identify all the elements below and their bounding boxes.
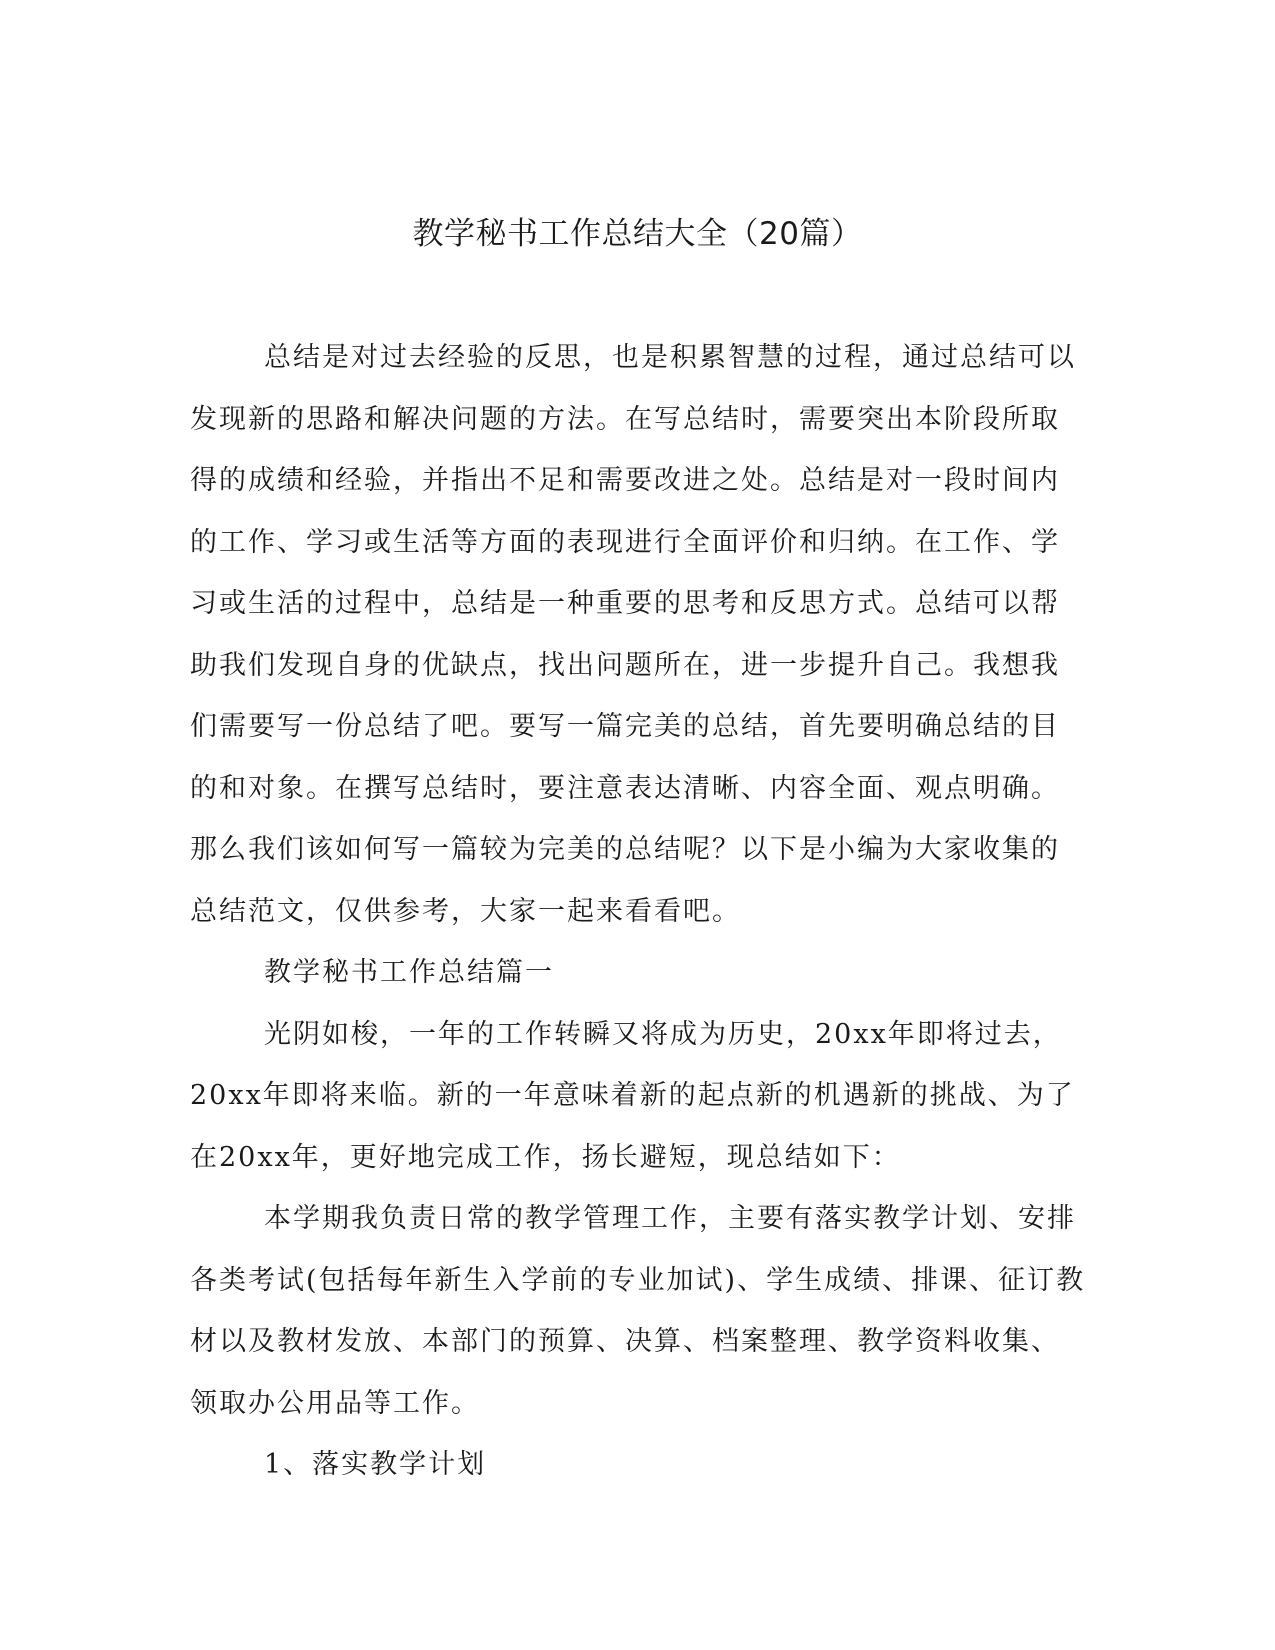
intro-line: 们需要写一份总结了吧。要写一篇完美的总结，首先要明确总结的目 — [190, 711, 1060, 742]
section-heading: 教学秘书工作总结篇一 — [264, 957, 554, 988]
intro-line: 发现新的思路和解决问题的方法。在写总结时，需要突出本阶段所取 — [190, 403, 1060, 435]
paragraph-2 — [190, 1188, 1086, 1434]
paragraph-line: 20xx年即将来临。新的一年意味着新的起点新的机遇新的挑战、为了 — [190, 1080, 1075, 1111]
list-item-heading: 1、落实教学计划 — [264, 1449, 487, 1480]
intro-line: 的工作、学习或生活等方面的表现进行全面评价和归纳。在工作、学 — [190, 526, 1060, 558]
paragraph-line: 各类考试(包括每年新生入学前的专业加试)、学生成绩、排课、征订教 — [190, 1264, 1086, 1296]
document-title: 教学秘书工作总结大全（20篇） — [412, 216, 863, 252]
document-body — [190, 327, 1086, 1496]
intro-line: 助我们发现自身的优缺点，找出问题所在，进一步提升自己。我想我 — [190, 649, 1060, 681]
intro-line: 习或生活的过程中，总结是一种重要的思考和反思方式。总结可以帮 — [190, 588, 1060, 619]
paragraph-line: 领取办公用品等工作。 — [190, 1387, 480, 1419]
paragraph-line: 在20xx年，更好地完成工作，扬长避短，现总结如下： — [190, 1141, 901, 1173]
intro-line: 的和对象。在撰写总结时，要注意表达清晰、内容全面、观点明确。 — [190, 772, 1060, 804]
intro-line: 总结范文，仅供参考，大家一起来看看吧。 — [190, 895, 741, 927]
intro-line: 那么我们该如何写一篇较为完美的总结呢？以下是小编为大家收集的 — [190, 834, 1060, 865]
intro-line: 总结是对过去经验的反思，也是积累智慧的过程，通过总结可以 — [264, 342, 1076, 373]
intro-line: 得的成绩和经验，并指出不足和需要改进之处。总结是对一段时间内 — [190, 465, 1060, 496]
paragraph-line: 光阴如梭，一年的工作转瞬又将成为历史，20xx年即将过去， — [264, 1018, 1062, 1050]
paragraph-1 — [190, 1004, 1080, 1189]
paragraph-line: 材以及教材发放、本部门的预算、决算、档案整理、教学资料收集、 — [190, 1326, 1060, 1357]
paragraph-line: 本学期我负责日常的教学管理工作，主要有落实教学计划、安排 — [264, 1203, 1076, 1234]
intro-paragraph — [190, 327, 1080, 942]
